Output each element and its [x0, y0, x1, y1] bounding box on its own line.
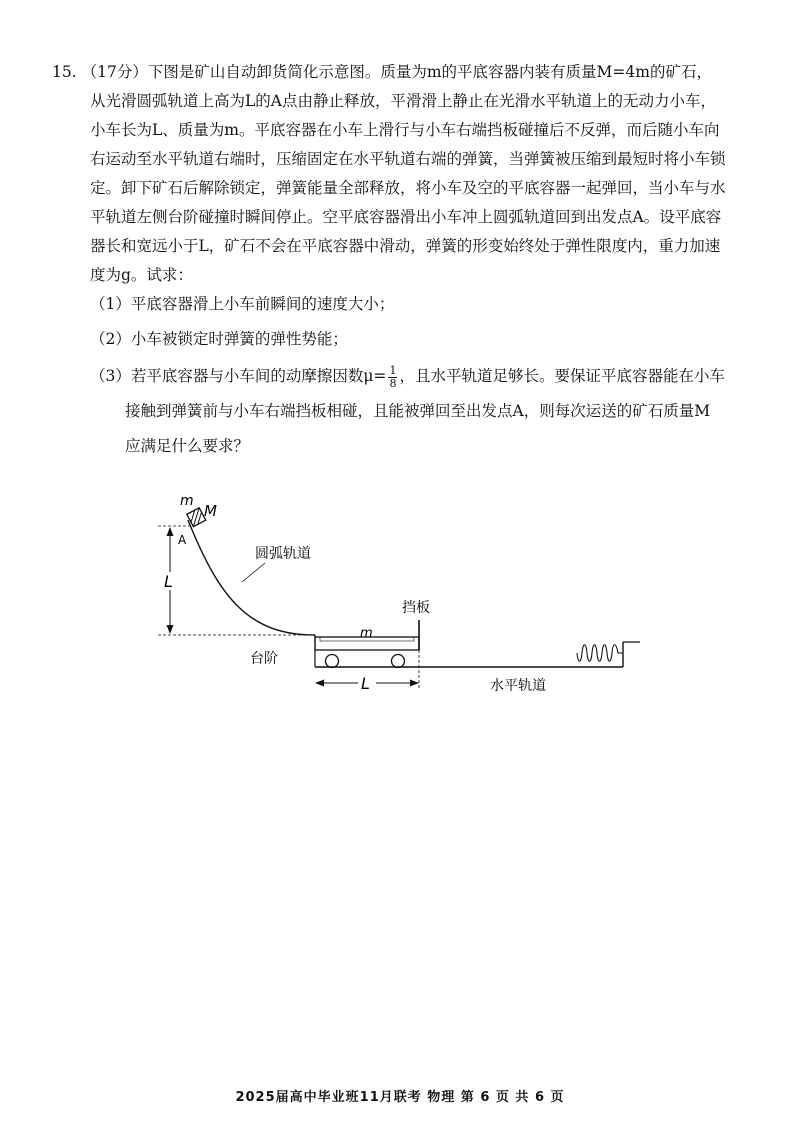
sub-question-3-line-3: 应满足什么要求？: [125, 437, 250, 455]
question-text-line: 度为g。试求：: [90, 266, 193, 284]
question-text-line: 右运动至水平轨道右端时，压缩固定在水平轨道右端的弹簧，当弹簧被压缩到最短时将小车锁: [90, 150, 726, 168]
label-baffle: 挡板: [402, 600, 430, 616]
diagram-svg: [150, 490, 650, 700]
friction-fraction: [388, 365, 397, 390]
question-text-line: 从光滑圆弧轨道上高为L的A点由静止释放，平滑滑上静止在光滑水平轨道上的无动力小车，: [90, 92, 716, 110]
cart-wheel-left: [326, 655, 339, 668]
sub-question-2: （2）小车被锁定时弹簧的弹性势能；: [90, 330, 348, 348]
sub-question-3-line-2: 接触到弹簧前与小车右端挡板相碰，且能被弹回至出发点A，则每次运送的矿石质量M: [125, 402, 711, 420]
label-M: M: [204, 502, 217, 520]
label-horizontal-track: 水平轨道: [490, 678, 546, 694]
problem-15: [52, 58, 752, 461]
question-text-line: 下图是矿山自动卸货简化示意图。质量为m的平底容器内装有质量M=4m的矿石，: [147, 63, 712, 81]
question-text-line: 器长和宽远小于L，矿石不会在平底容器中滑动，弹簧的形变始终处于弹性限度内，重力加速: [90, 237, 721, 255]
label-step: 台阶: [250, 651, 278, 667]
label-L-vertical: L: [164, 572, 173, 591]
label-cart-m: m: [360, 626, 373, 641]
question-text-line: 平轨道左侧台阶碰撞时瞬间停止。空平底容器滑出小车冲上圆弧轨道回到出发点A。设平底容: [90, 208, 722, 226]
physics-diagram: [150, 490, 650, 700]
sub-question-3-part-b: ，且水平轨道足够长。要保证平底容器能在小车: [399, 367, 725, 385]
label-m-top: m: [180, 493, 194, 509]
arc-track: [188, 520, 315, 635]
fraction-denominator: 8: [389, 376, 397, 390]
label-arc-track: 圆弧轨道: [255, 546, 311, 562]
arc-label-pointer: [242, 563, 265, 582]
arrow-right: [410, 680, 419, 687]
question-score: （17分）: [81, 63, 148, 81]
sub-question-3: [52, 362, 752, 391]
label-A: A: [178, 533, 187, 547]
question-number: 15.: [52, 63, 77, 81]
sub-question-1: （1）平底容器滑上小车前瞬间的速度大小；: [90, 295, 395, 313]
spring: [577, 645, 623, 662]
label-L-horizontal: L: [361, 674, 370, 693]
sub-question-3-part-a: （3）若平底容器与小车间的动摩擦因数μ=: [90, 367, 387, 385]
question-text-line: 小车长为L、质量为m。平底容器在小车上滑行与小车右端挡板碰撞后不反弹，而后随小车向: [90, 121, 720, 139]
cart-wheel-right: [392, 655, 405, 668]
arrow-down: [167, 625, 174, 634]
fraction-numerator: 1: [389, 363, 397, 377]
question-text-line: 定。卸下矿石后解除锁定，弹簧能量全部释放，将小车及空的平底容器一起弹回，当小车与水: [90, 179, 726, 197]
page-footer: 2025届高中毕业班11月联考 物理 第 6 页 共 6 页: [235, 1090, 565, 1105]
arrow-left: [315, 680, 324, 687]
problem-line-1: [52, 58, 752, 87]
arrow-up: [167, 527, 174, 536]
